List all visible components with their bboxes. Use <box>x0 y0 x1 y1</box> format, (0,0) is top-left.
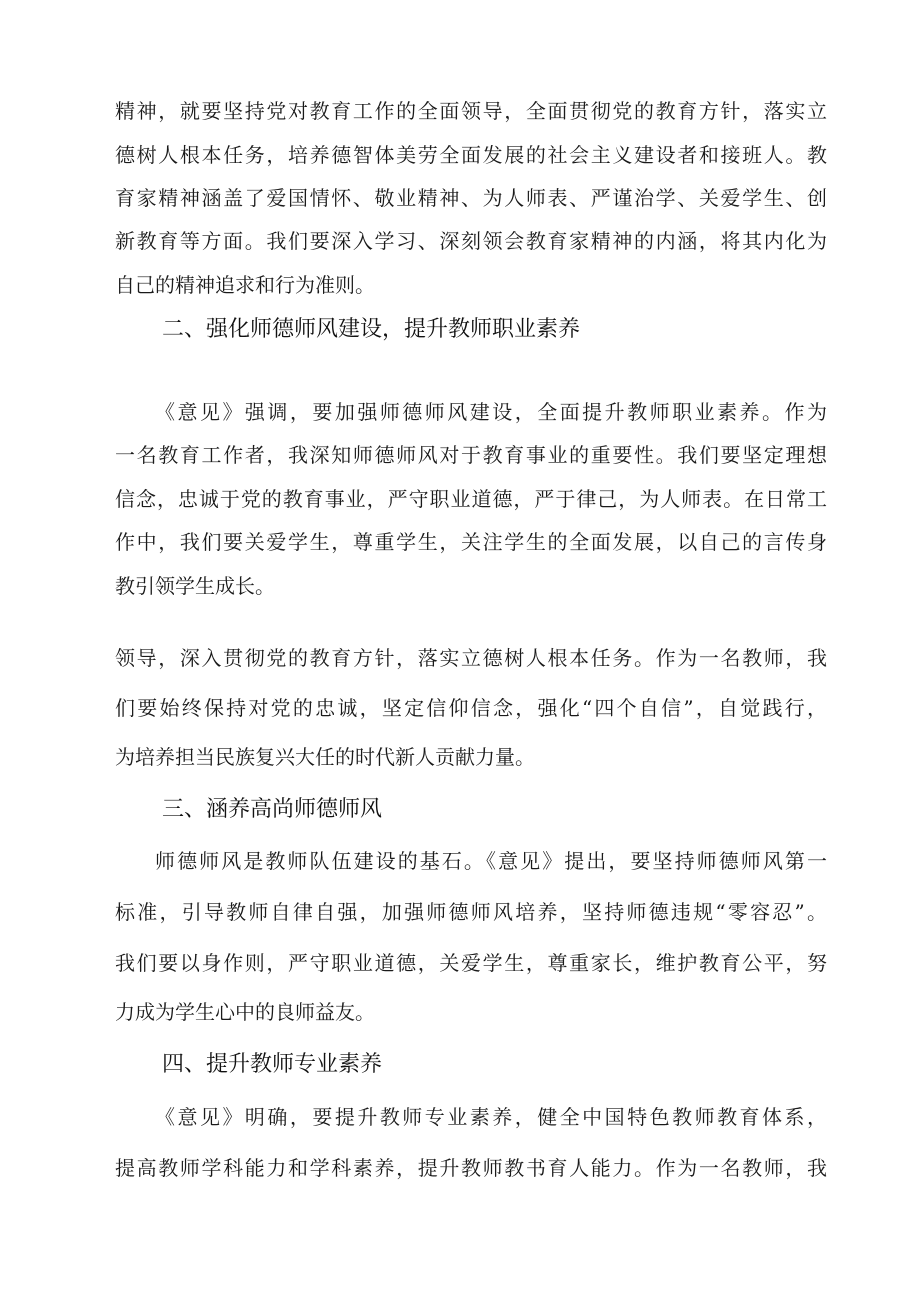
section-heading-3: 三、涵养高尚师德师风 <box>162 797 383 822</box>
paragraph-4-line-1: 师德师风是教师队伍建设的基石。《意见》提出，要坚持师德师风第一 <box>155 849 827 873</box>
paragraph-1-line-5: 自己的精神追求和行为准则。 <box>115 273 375 297</box>
paragraph-1-line-3: 育家精神涵盖了爱国情怀、敬业精神、为人师表、严谨治学、关爱学生、创 <box>115 186 827 210</box>
paragraph-2-line-1: 《意见》强调，要加强师德师风建设，全面提升教师职业素养。作为 <box>155 400 827 424</box>
section-heading-2: 二、强化师德师风建设，提升教师职业素养 <box>162 317 581 342</box>
paragraph-1-line-4: 新教育等方面。我们要深入学习、深刻领会教育家精神的内涵，将其内化为 <box>115 229 827 253</box>
paragraph-4-line-2: 标准，引导教师自律自强，加强师德师风培养，坚持师德违规“零容忍”。 <box>115 900 827 924</box>
paragraph-2-line-3: 信念，忠诚于党的教育事业，严守职业道德，严于律己，为人师表。在日常工 <box>115 487 827 511</box>
paragraph-1-line-1: 精神，就要坚持党对教育工作的全面领导，全面贯彻党的教育方针，落实立 <box>115 99 827 123</box>
paragraph-3-line-3: 为培养担当民族复兴大任的时代新人贡献力量。 <box>115 745 535 769</box>
paragraph-3-line-1: 领导，深入贯彻党的教育方针，落实立德树人根本任务。作为一名教师，我 <box>115 646 827 670</box>
paragraph-3-line-2: 们要始终保持对党的忠诚，坚定信仰信念，强化“四个自信”，自觉践行， <box>115 696 827 720</box>
paragraph-2-line-4: 作中，我们要关爱学生，尊重学生，关注学生的全面发展，以自己的言传身 <box>115 530 827 554</box>
paragraph-4-line-4: 力成为学生心中的良师益友。 <box>115 1000 375 1024</box>
paragraph-5-line-1: 《意见》明确，要提升教师专业素养，健全中国特色教师教育体系， <box>155 1105 827 1129</box>
paragraph-1-line-2: 德树人根本任务，培养德智体美劳全面发展的社会主义建设者和接班人。教 <box>115 143 827 167</box>
paragraph-5-line-2: 提高教师学科能力和学科素养，提升教师教书育人能力。作为一名教师，我 <box>115 1156 827 1180</box>
paragraph-2-line-2: 一名教育工作者，我深知师德师风对于教育事业的重要性。我们要坚定理想 <box>115 443 827 467</box>
paragraph-4-line-3: 我们要以身作则，严守职业道德，关爱学生，尊重家长，维护教育公平，努 <box>115 951 827 975</box>
section-heading-4: 四、提升教师专业素养 <box>162 1052 383 1077</box>
paragraph-2-line-5: 教引领学生成长。 <box>115 574 275 598</box>
